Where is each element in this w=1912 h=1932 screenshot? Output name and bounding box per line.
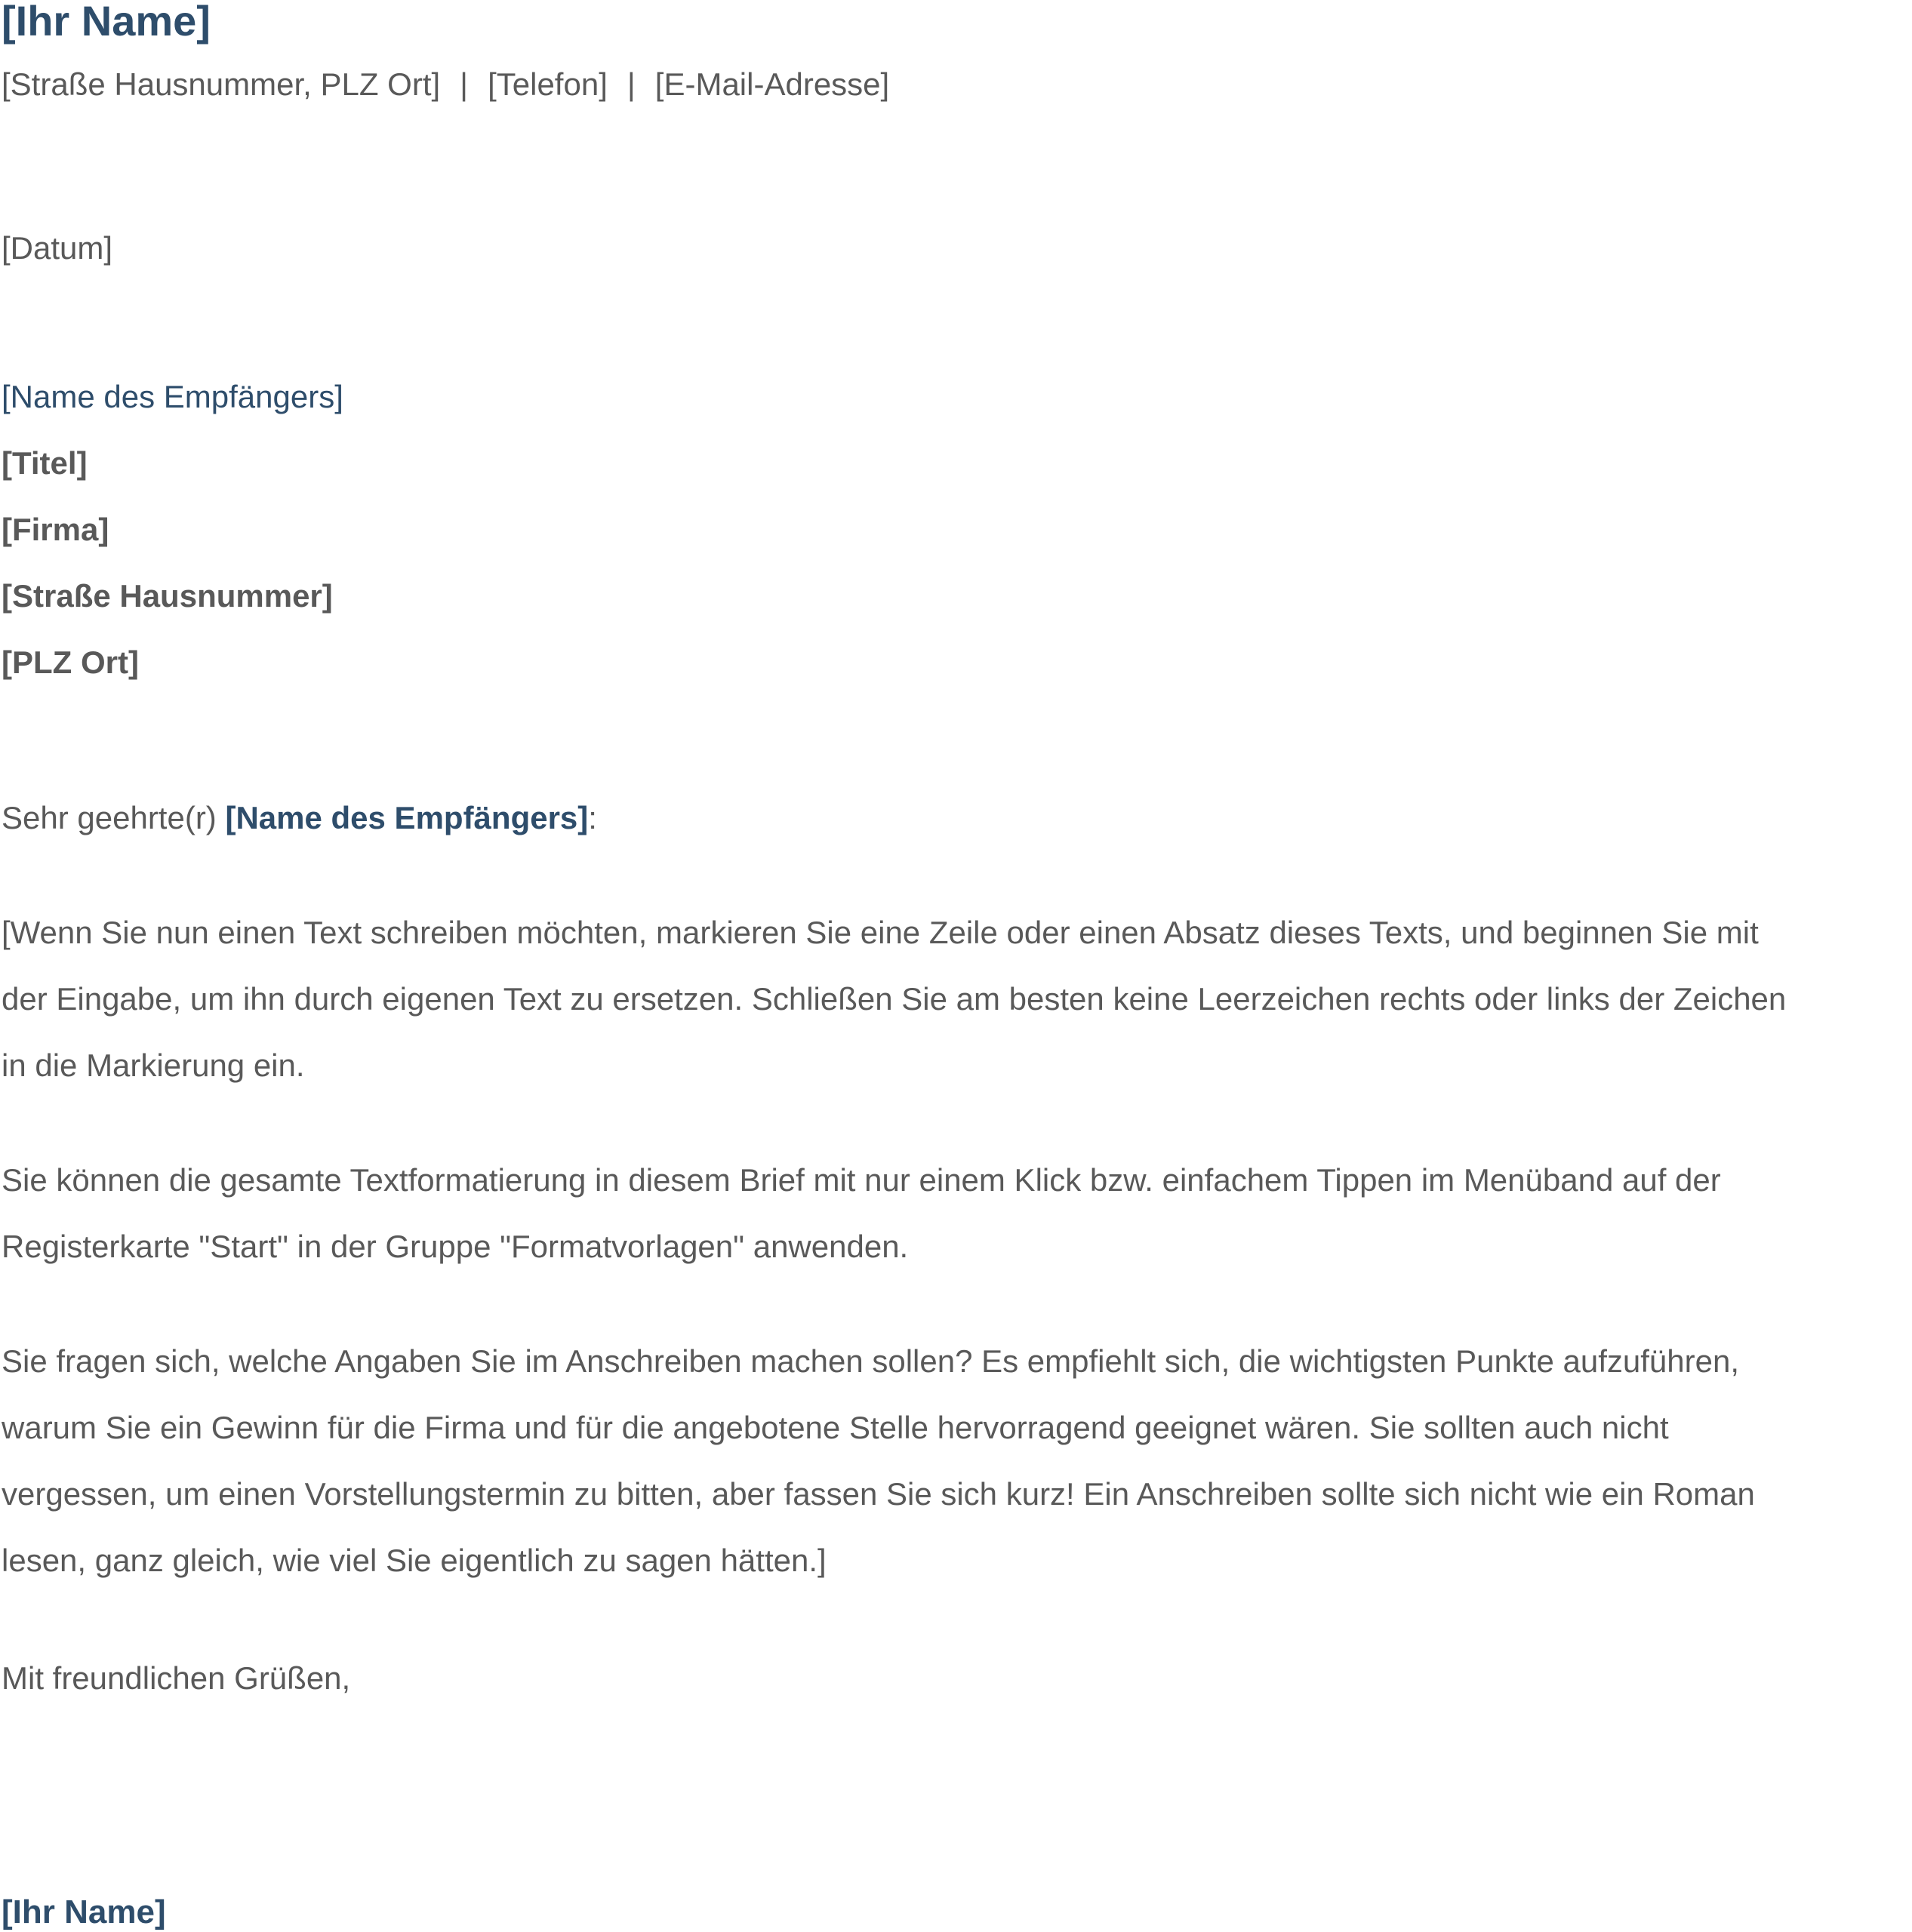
paragraph-line: in die Markierung ein. <box>2 1048 305 1083</box>
body-paragraph-1[interactable] <box>2 900 1907 1099</box>
salutation <box>2 800 597 836</box>
closing-phrase[interactable]: Mit freundlichen Grüßen, <box>2 1660 351 1696</box>
sender-address[interactable]: [Straße Hausnummer, PLZ Ort] <box>2 66 441 102</box>
sender-contact-line <box>2 66 889 103</box>
body-paragraph-3[interactable] <box>2 1328 1907 1594</box>
contact-separator: | <box>627 66 636 102</box>
body-paragraph-2[interactable] <box>2 1147 1907 1280</box>
recipient-title[interactable]: [Titel] <box>2 445 88 481</box>
paragraph-line: [Wenn Sie nun einen Text schreiben möchten, markieren Sie eine Zeile oder einen Absatz dieses Texts, und beginnen Sie mit <box>2 915 1759 950</box>
paragraph-line: lesen, ganz gleich, wie viel Sie eigentlich zu sagen hätten.] <box>2 1543 827 1578</box>
paragraph-line: Sie können die gesamte Textformatierung in diesem Brief mit nur einem Klick bzw. einfachem Tippen im Menüband auf der <box>2 1162 1721 1198</box>
recipient-name[interactable]: [Name des Empfängers] <box>2 379 343 414</box>
letter-date[interactable]: [Datum] <box>2 230 113 266</box>
salutation-suffix: : <box>588 800 597 835</box>
salutation-prefix: Sehr geehrte(r) <box>2 800 226 835</box>
paragraph-line: warum Sie ein Gewinn für die Firma und für die angebotene Stelle hervorragend geeignet wären. Sie sollten auch nicht <box>2 1410 1669 1445</box>
paragraph-line: der Eingabe, um ihn durch eigenen Text zu ersetzen. Schließen Sie am besten keine Leerzeichen rechts oder links der Zeichen <box>2 981 1787 1017</box>
paragraph-line: Sie fragen sich, welche Angaben Sie im Anschreiben machen sollen? Es empfiehlt sich, die wichtigsten Punkte aufzuführen, <box>2 1343 1740 1379</box>
paragraph-line: Registerkarte "Start" in der Gruppe "Formatvorlagen" anwenden. <box>2 1229 909 1264</box>
signature-name[interactable]: [Ihr Name] <box>2 1894 166 1930</box>
sender-email[interactable]: [E-Mail-Adresse] <box>654 66 890 102</box>
sender-phone[interactable]: [Telefon] <box>488 66 608 102</box>
sender-name[interactable]: [Ihr Name] <box>2 0 211 45</box>
recipient-city[interactable]: [PLZ Ort] <box>2 645 139 680</box>
recipient-street[interactable]: [Straße Hausnummer] <box>2 578 333 614</box>
contact-separator: | <box>460 66 469 102</box>
recipient-company[interactable]: [Firma] <box>2 512 109 547</box>
salutation-recipient-name[interactable]: [Name des Empfängers] <box>225 800 589 835</box>
paragraph-line: vergessen, um einen Vorstellungstermin zu bitten, aber fassen Sie sich kurz! Ein Anschreiben sollte sich nicht wie ein Roman <box>2 1476 1755 1512</box>
